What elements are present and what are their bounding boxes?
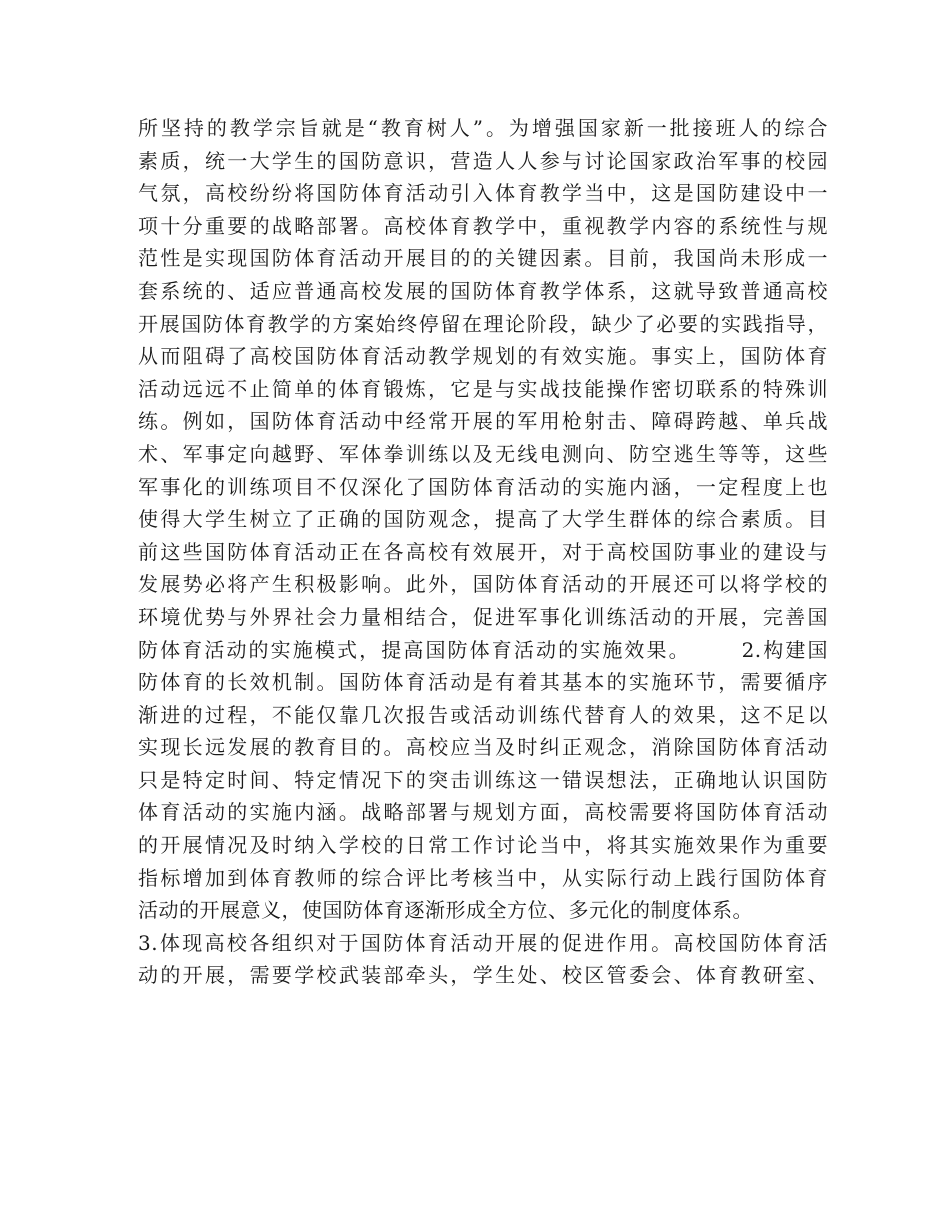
text-line: 术、军事定向越野、军体拳训练以及无线电测向、防空逃生等等，这些 [138,441,828,466]
text-line: 从而阻碍了高校国防体育活动教学规划的有效实施。事实上，国防体育 [138,344,828,369]
text-line: 渐进的过程，不能仅靠几次报告或活动训练代替育人的效果，这不足以 [138,702,828,727]
text-line: 项十分重要的战略部署。高校体育教学中，重视教学内容的系统性与规 [138,213,828,238]
text-line: 开展国防体育教学的方案始终停留在理论阶段，缺少了必要的实践指导， [138,311,828,336]
text-line: 3.体现高校各组织对于国防体育活动开展的促进作用。高校国防体育活 [138,930,828,955]
text-line: 使得大学生树立了正确的国防观念，提高了大学生群体的综合素质。目 [138,507,828,532]
text-line: 活动的开展意义，使国防体育逐渐形成全方位、多元化的制度体系。 [138,898,753,923]
text-line: 实现长远发展的教育目的。高校应当及时纠正观念，消除国防体育活动 [138,735,828,760]
text-line: 只是特定时间、特定情况下的突击训练这一错误想法，正确地认识国防 [138,767,828,792]
text-line: 所坚持的教学宗旨就是“教育树人”。为增强国家新一批接班人的综合 [138,116,828,140]
text-line: 环境优势与外界社会力量相结合，促进军事化训练活动的开展，完善国 [138,604,828,629]
text-line: 军事化的训练项目不仅深化了国防体育活动的实施内涵，一定程度上也 [138,474,828,499]
text-line: 练。例如，国防体育活动中经常开展的军用枪射击、障碍跨越、单兵战 [138,409,828,434]
text-line: 体育活动的实施内涵。战略部署与规划方面，高校需要将国防体育活动 [138,800,828,825]
text-line: 发展势必将产生积极影响。此外，国防体育活动的开展还可以将学校的 [138,572,828,597]
text-line: 防体育活动的实施模式，提高国防体育活动的实施效果。 2.构建国 [138,637,828,662]
body-text [138,112,828,992]
text-line: 气氛，高校纷纷将国防体育活动引入体育教学当中，这是国防建设中一 [138,181,828,206]
text-line: 套系统的、适应普通高校发展的国防体育教学体系，这就导致普通高校 [138,278,828,303]
text-line: 防体育的长效机制。国防体育活动是有着其基本的实施环节，需要循序 [138,670,828,695]
text-line: 指标增加到体育教师的综合评比考核当中，从实际行动上践行国防体育 [138,865,828,890]
text-line: 范性是实现国防体育活动开展目的的关键因素。目前，我国尚未形成一 [138,246,828,271]
text-line: 素质，统一大学生的国防意识，营造人人参与讨论国家政治军事的校园 [138,148,828,173]
text-line: 活动远远不止简单的体育锻炼，它是与实战技能操作密切联系的特殊训 [138,376,828,401]
text-line: 动的开展，需要学校武装部牵头，学生处、校区管委会、体育教研室、 [138,963,828,988]
text-line: 前这些国防体育活动正在各高校有效展开，对于高校国防事业的建设与 [138,539,828,564]
text-line: 的开展情况及时纳入学校的日常工作讨论当中，将其实施效果作为重要 [138,833,828,858]
